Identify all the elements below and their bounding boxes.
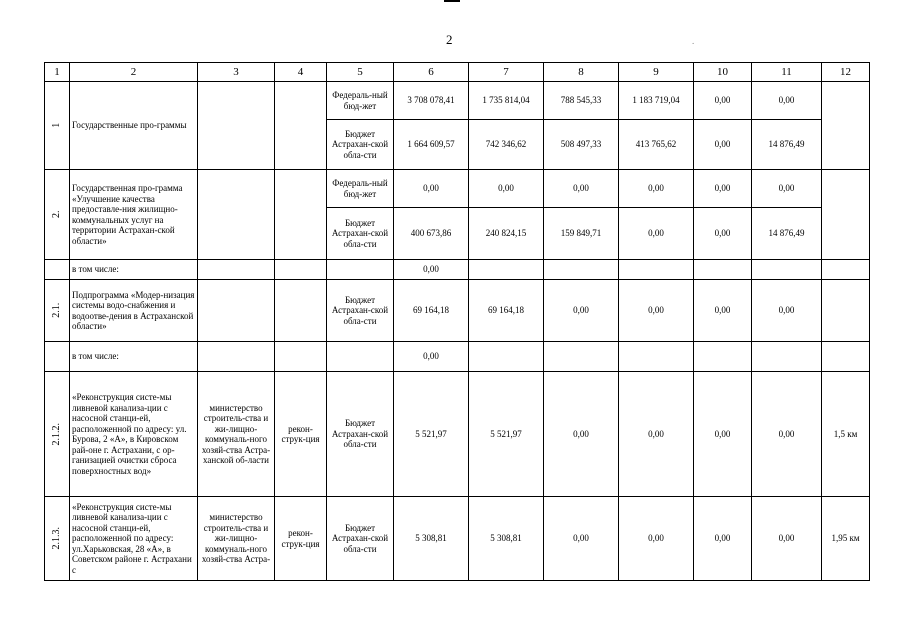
- value-cell: 3 708 078,41: [394, 82, 469, 120]
- value-cell: [694, 260, 752, 280]
- value-cell: 69 164,18: [469, 280, 544, 342]
- value-cell: 5 308,81: [469, 497, 544, 581]
- header-cell: 1: [45, 63, 70, 82]
- value-cell: 0,00: [694, 170, 752, 208]
- value-cell: 0,00: [544, 280, 619, 342]
- executor-cell: министерство строитель-ства и жи-лищно-коммуналь-ного хозяй-ства Астра-ханской об-ласти: [198, 372, 275, 497]
- value-cell: 0,00: [394, 260, 469, 280]
- value-cell: 1,5 км: [822, 372, 870, 497]
- funding-source: Бюджет Астрахан-ской обла-сти: [327, 208, 394, 260]
- value-cell: 413 765,62: [619, 120, 694, 170]
- funding-source: Бюджет Астрахан-ской обла-сти: [327, 372, 394, 497]
- value-cell: 5 521,97: [469, 372, 544, 497]
- value-cell: 159 849,71: [544, 208, 619, 260]
- type-cell: [275, 280, 327, 342]
- executor-cell: министерство строитель-ства и жи-лищно-коммуналь-ного хозяй-ства Астра-: [198, 497, 275, 581]
- value-cell: [822, 82, 870, 170]
- table-row: [45, 260, 870, 280]
- type-cell: [275, 260, 327, 280]
- header-cell: 10: [694, 63, 752, 82]
- executor-cell: [198, 280, 275, 342]
- value-cell: [822, 280, 870, 342]
- header-cell: 3: [198, 63, 275, 82]
- value-cell: 0,00: [619, 170, 694, 208]
- value-cell: 0,00: [394, 342, 469, 372]
- row-number: 2.1.: [45, 280, 70, 342]
- header-cell: 8: [544, 63, 619, 82]
- table-row: [45, 497, 870, 581]
- value-cell: 0,00: [694, 372, 752, 497]
- table-row: [45, 280, 870, 342]
- value-cell: 0,00: [752, 170, 822, 208]
- value-cell: 0,00: [544, 170, 619, 208]
- program-name: Подпрограмма «Модер-низация системы водо-снабжения и водоотве-дения в Астраханской области»: [70, 280, 198, 342]
- value-cell: [822, 260, 870, 280]
- value-cell: 742 346,62: [469, 120, 544, 170]
- row-number: [45, 342, 70, 372]
- funding-source: Федераль-ный бюд-жет: [327, 170, 394, 208]
- table-row: [45, 170, 870, 208]
- value-cell: 788 545,33: [544, 82, 619, 120]
- value-cell: [469, 342, 544, 372]
- value-cell: 508 497,33: [544, 120, 619, 170]
- value-cell: 0,00: [544, 497, 619, 581]
- type-cell: рекон-струк-ция: [275, 497, 327, 581]
- value-cell: [619, 342, 694, 372]
- program-name: Государственные про-граммы: [70, 82, 198, 170]
- value-cell: 0,00: [544, 372, 619, 497]
- type-cell: [275, 170, 327, 260]
- value-cell: [822, 170, 870, 260]
- value-cell: [469, 260, 544, 280]
- value-cell: 0,00: [752, 82, 822, 120]
- executor-cell: [198, 82, 275, 170]
- value-cell: 1,95 км: [822, 497, 870, 581]
- header-row: [45, 63, 870, 82]
- value-cell: [619, 260, 694, 280]
- funding-source: [327, 260, 394, 280]
- header-cell: 7: [469, 63, 544, 82]
- header-cell: 9: [619, 63, 694, 82]
- value-cell: 400 673,86: [394, 208, 469, 260]
- value-cell: 0,00: [752, 497, 822, 581]
- value-cell: 0,00: [394, 170, 469, 208]
- budget-table: [44, 62, 870, 581]
- row-number: 2.1.3.: [45, 497, 70, 581]
- executor-cell: [198, 342, 275, 372]
- scan-speck: .: [692, 36, 695, 46]
- value-cell: 69 164,18: [394, 280, 469, 342]
- executor-cell: [198, 260, 275, 280]
- top-mark: [444, 0, 460, 2]
- value-cell: 14 876,49: [752, 208, 822, 260]
- header-cell: 4: [275, 63, 327, 82]
- value-cell: 14 876,49: [752, 120, 822, 170]
- row-number: [45, 260, 70, 280]
- value-cell: 0,00: [619, 372, 694, 497]
- program-name: «Реконструкция систе-мы ливневой канализа-ции с насосной станци-ей, расположенной по адресу: ул.Харьковская, 28 «А», в Советском районе г. Астрахани с: [70, 497, 198, 581]
- header-cell: 6: [394, 63, 469, 82]
- value-cell: 240 824,15: [469, 208, 544, 260]
- including-label: в том числе:: [70, 260, 198, 280]
- page-number: 2: [446, 32, 453, 47]
- funding-source: [327, 342, 394, 372]
- value-cell: 0,00: [752, 372, 822, 497]
- value-cell: 0,00: [694, 208, 752, 260]
- table-row: [45, 82, 870, 120]
- value-cell: 5 308,81: [394, 497, 469, 581]
- value-cell: 1 735 814,04: [469, 82, 544, 120]
- funding-source: Бюджет Астрахан-ской обла-сти: [327, 280, 394, 342]
- program-name: «Реконструкция систе-мы ливневой канализа-ции с насосной станци-ей, расположенной по адресу: ул. Бурова, 2 «А», в Кировском рай-оне г. Астрахани, с ор-ганизацией очистки сброса поверхностных вод»: [70, 372, 198, 497]
- funding-source: Федераль-ный бюд-жет: [327, 82, 394, 120]
- value-cell: [822, 342, 870, 372]
- value-cell: 0,00: [752, 280, 822, 342]
- row-number: 1: [45, 82, 70, 170]
- type-cell: [275, 82, 327, 170]
- funding-source: Бюджет Астрахан-ской обла-сти: [327, 120, 394, 170]
- value-cell: 1 183 719,04: [619, 82, 694, 120]
- program-name: Государственная про-грамма «Улучшение качества предоставле-ния жилищно-коммунальных услуг на территории Астрахан-ской области»: [70, 170, 198, 260]
- executor-cell: [198, 170, 275, 260]
- value-cell: 5 521,97: [394, 372, 469, 497]
- header-cell: 2: [70, 63, 198, 82]
- header-cell: 11: [752, 63, 822, 82]
- type-cell: рекон-струк-ция: [275, 372, 327, 497]
- type-cell: [275, 342, 327, 372]
- value-cell: 0,00: [619, 280, 694, 342]
- value-cell: [752, 260, 822, 280]
- header-cell: 12: [822, 63, 870, 82]
- header-cell: 5: [327, 63, 394, 82]
- value-cell: [694, 342, 752, 372]
- value-cell: [752, 342, 822, 372]
- value-cell: 0,00: [694, 82, 752, 120]
- value-cell: 0,00: [619, 497, 694, 581]
- value-cell: [544, 260, 619, 280]
- including-label: в том числе:: [70, 342, 198, 372]
- value-cell: [544, 342, 619, 372]
- table-row: [45, 342, 870, 372]
- row-number: 2.1.2.: [45, 372, 70, 497]
- value-cell: 0,00: [694, 280, 752, 342]
- row-number: 2.: [45, 170, 70, 260]
- value-cell: 0,00: [694, 120, 752, 170]
- value-cell: 0,00: [619, 208, 694, 260]
- value-cell: 0,00: [469, 170, 544, 208]
- value-cell: 0,00: [694, 497, 752, 581]
- table-row: [45, 372, 870, 497]
- funding-source: Бюджет Астрахан-ской обла-сти: [327, 497, 394, 581]
- value-cell: 1 664 609,57: [394, 120, 469, 170]
